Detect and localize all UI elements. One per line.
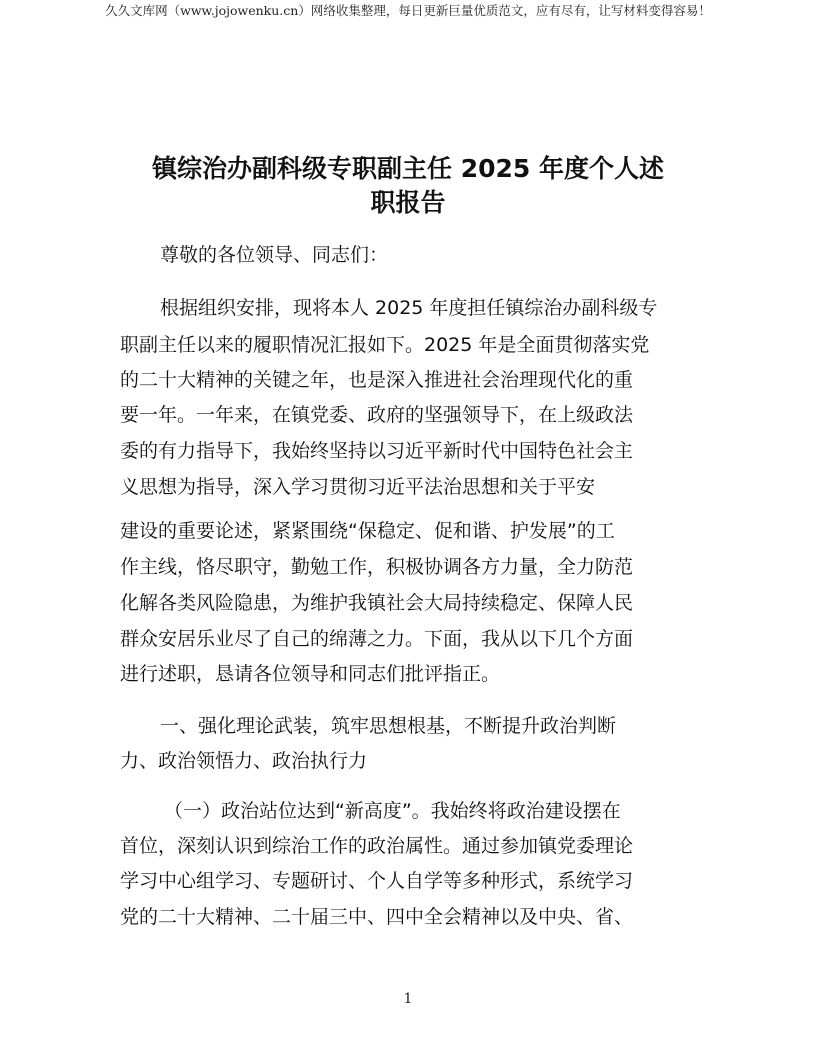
page-number: 1 [403,991,413,1007]
title-line-2: 职报告 [370,188,446,217]
body-line: 根据组织安排，现将本人 2025 年度担任镇综治办副科级专 [160,297,658,319]
body-line: 建设的重要论述，紧紧围绕“保稳定、促和谐、护发展”的工 [120,520,615,542]
section-heading-line: 力、政治领悟力、政治执行力 [120,750,368,772]
body-line: 职副主任以来的履职情况汇报如下。2025 年是全面贯彻落实党 [120,334,650,356]
body-line: 进行述职，恳请各位领导和同志们批评指正。 [120,663,501,685]
body-line: 群众安居乐业尽了自己的绵薄之力。下面，我从以下几个方面 [120,628,634,650]
body-line: 党的二十大精神、二十届三中、四中全会精神以及中央、省、 [120,906,634,928]
body-line: 化解各类风险隐患，为维护我镇社会大局持续稳定、保障人民 [120,592,634,614]
document-title [100,152,716,220]
body-line: 义思想为指导，深入学习贯彻习近平法治思想和关于平安 [120,476,596,498]
salutation: 尊敬的各位领导、同志们： [160,244,389,266]
body-line: 学习中心组学习、专题研讨、个人自学等多种形式，系统学习 [120,870,634,892]
subsection-line: （一）政治站位达到“新高度”。我始终将政治建设摆在 [164,800,621,822]
body-line: 委的有力指导下，我始终坚持以习近平新时代中国特色社会主 [120,440,634,462]
body-line: 的二十大精神的关键之年，也是深入推进社会治理现代化的重 [120,369,634,391]
body-line: 要一年。一年来，在镇党委、政府的坚强领导下，在上级政法 [120,404,634,426]
section-heading-line: 一、强化理论武装，筑牢思想根基，不断提升政治判断 [160,715,617,737]
body-line: 作主线，恪尽职守，勤勉工作，积极协调各方力量，全力防范 [120,556,634,578]
body-line: 首位，深刻认识到综治工作的政治属性。通过参加镇党委理论 [120,835,634,857]
site-header-note: 久久文库网（www.jojowenku.cn）网络收集整理，每日更新巨量优质范文，应有尽有，让写材料变得容易！ [105,3,711,18]
title-line-1: 镇综治办副科级专职副主任 2025 年度个人述 [152,154,664,183]
